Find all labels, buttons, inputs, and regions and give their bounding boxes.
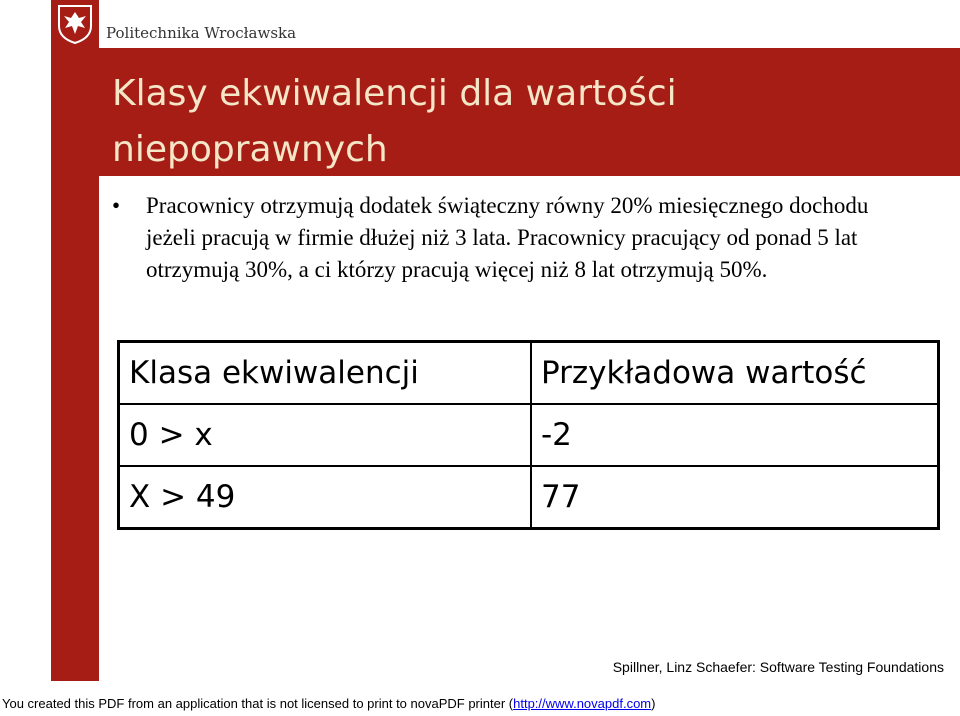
pdf-notice-close: ) [651, 696, 656, 711]
table-cell: 0 > x [119, 404, 532, 466]
table-header-cell: Klasa ekwiwalencji [119, 342, 532, 405]
university-name: Politechnika Wrocławska [106, 24, 297, 42]
table-cell: X > 49 [119, 466, 532, 529]
slide-title: Klasy ekwiwalencji dla wartości niepoprawnych [112, 73, 677, 170]
eagle-crest-icon [57, 4, 93, 44]
bullet-dot: • [112, 193, 121, 218]
footer-credit: Spillner, Linz Schaefer: Software Testing Foundations [612, 659, 944, 675]
university-logo [51, 0, 99, 48]
left-accent-bar [51, 48, 99, 681]
equivalence-table [117, 340, 940, 530]
novapdf-link[interactable]: http://www.novapdf.com [513, 696, 652, 711]
table-cell: 77 [531, 466, 939, 529]
bullet-text: Pracownicy otrzymują dodatek świąteczny równy 20% miesięcznego dochodu jeżeli pracują w firmie dłużej niż 3 lata. Pracownicy pracujący od ponad 5 lat otrzymują 30%, a ci którzy pracują więcej niż 8 lat otrzymują 50%. [146, 193, 869, 282]
table-header-cell: Przykładowa wartość [531, 342, 939, 405]
pdf-notice-text: You created this PDF from an application that is not licensed to print to novaPDF printer ( [2, 696, 514, 711]
table-cell: -2 [531, 404, 939, 466]
table-row [119, 404, 939, 466]
table-row [119, 466, 939, 529]
table-header-row [119, 342, 939, 405]
pdf-notice [2, 696, 655, 711]
